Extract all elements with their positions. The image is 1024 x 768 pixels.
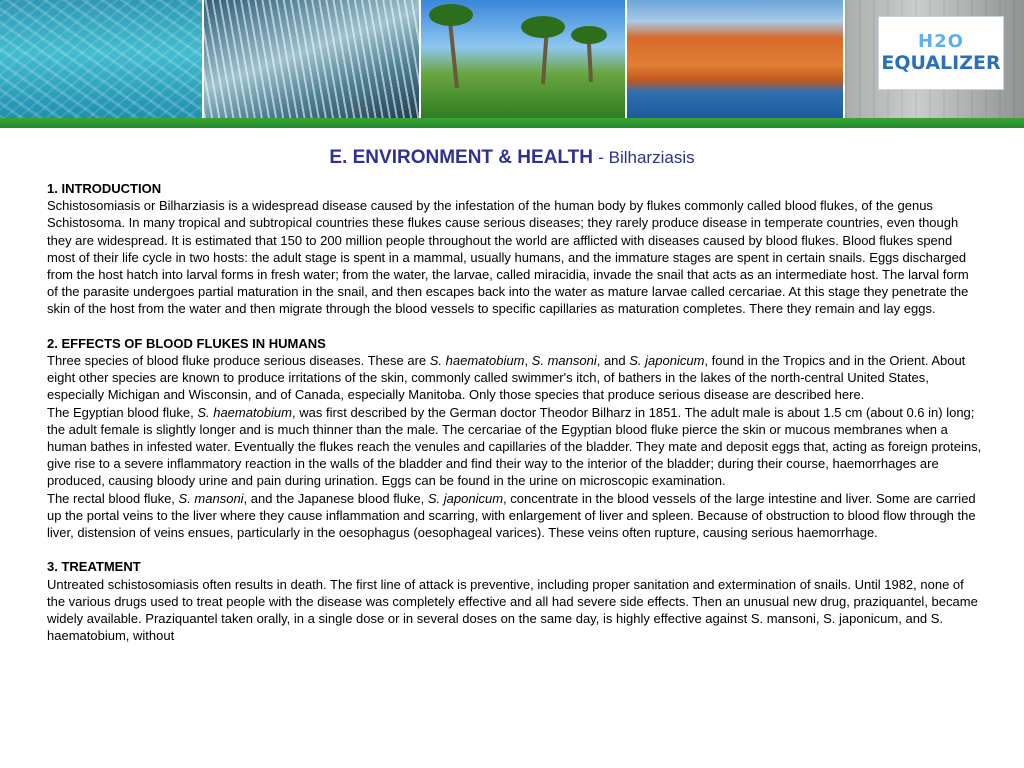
text-run: , was first described by the German doctor Theodor Bilharz in 1851. The adult male is about 1.5 cm (about 0.6 in) long; the adult female is slightly longer and is much thinner than the male. The cercariae of the Egyptian blood fluke pierce the skin or mucous membranes when a human bathes in infested water. Eventually the flukes reach the venules and capillaries of the bladder. They mate and deposit eggs that, acting as foreign proteins, give rise to a severe inflammatory reaction in the walls of the bladder and find their way to the interior of the bladder; during their course, haemorrhages are produced, causing bloody urine and pain during urination. Eggs can be found in the urine on microscopic examination. (47, 404, 982, 489)
stone-wall-image (845, 0, 1024, 118)
section-heading-effects: 2. EFFECTS OF BLOOD FLUKES IN HUMANS (47, 335, 326, 351)
marsh-lake-image (627, 0, 845, 118)
palm-trees-image (421, 0, 627, 118)
species-name: S. mansoni (178, 490, 244, 506)
species-name: S. haematobium (429, 353, 525, 369)
section-heading-introduction: 1. INTRODUCTION (47, 181, 162, 196)
logo-bottom-text: EQUALIZER (881, 52, 1001, 74)
logo-top-text: H2O (918, 31, 964, 52)
text-run: Three species of blood fluke produce serious diseases. These are (47, 353, 430, 369)
text-run: The rectal blood fluke, (47, 490, 179, 506)
page-title (0, 146, 1024, 170)
text-run: , and the Japanese blood fluke, (243, 490, 428, 506)
effects-paragraph-1 (47, 352, 982, 404)
h2o-equalizer-logo (878, 16, 1004, 90)
text-run: The Egyptian blood fluke, (47, 404, 198, 420)
text-run: , and (596, 353, 630, 369)
page-title-main: E. ENVIRONMENT & HEALTH (329, 147, 593, 168)
species-name: S. japonicum (629, 353, 705, 369)
text-run: , found in the Tropics and in the Orient. About eight other species are known to produce irritations of the skin, commonly called swimmer's itch, of bathers in the lakes of the north-central United States, especially Michigan and Wisconsin, and of Canada, especially Manitoba. Only those species that produce serious disease are described here. (47, 353, 966, 403)
section-spacer (47, 318, 982, 335)
introduction-paragraph: Schistosomiasis or Bilharziasis is a widespread disease caused by the infestation of the human body by flukes commonly called blood flukes, of the genus Schistosoma. In many tropical and subtropical countries these flukes cause serious diseases; they rarely produce disease in temperate countries, even though they are widespread. It is estimated that 150 to 200 million people throughout the world are afflicted with diseases caused by blood flukes. Blood flukes spend most of their life cycle in two hosts: the adult stage is spent in a mammal, usually humans, and the immature stages are spent in certain snails. Eggs discharged from the host hatch into larval forms in fresh water; from the water, the larvae, called miracidia, invade the snail that acts as an intermediate host. The larval form of the parasite undergoes partial maturation in the snail, and then escapes back into the water as mature larvae called cercariae. At this stage they penetrate the skin of the host from the water and then migrate through the blood vessels to specific capillaries as maturation completes. There they remain and lay eggs. (47, 198, 969, 317)
page-title-sub: - Bilharziasis (598, 148, 695, 167)
pool-water-image (0, 0, 204, 118)
article-body (47, 180, 982, 644)
effects-paragraph-3 (47, 490, 982, 542)
treatment-paragraph: Untreated schistosomiasis often results in death. The first line of attack is preventive, including proper sanitation and extermination of snails. Until 1982, none of the various drugs used to treat people with the disease was completely effective and all had severe side effects. Then an unusual new drug, praziquantel, became widely available. Praziquantel taken orally, in a single dose or in several doses on the same day, is highly effective against S. mansoni, S. japonicum, and S. haematobium, without (47, 576, 978, 644)
section-spacer (47, 541, 982, 558)
waterfall-image (204, 0, 421, 118)
species-name: S. haematobium (197, 404, 292, 420)
species-name: S. japonicum (427, 490, 504, 506)
section-heading-treatment: 3. TREATMENT (47, 559, 141, 575)
header-divider (0, 118, 1024, 128)
text-run: , concentrate in the blood vessels of the large intestine and liver. Some are carried up the portal veins to the liver where they cause inflammation and scarring, with enlargement of liver and spleen. Because of obstruction to blood flow through the liver, distension of veins ensues, particularly in the oesophagus (oesophageal varices). These veins often rupture, causing serious haemorrhage. (47, 490, 976, 541)
effects-paragraph-2 (47, 404, 982, 490)
species-name: S. mansoni (531, 353, 597, 369)
text-run: , (524, 353, 532, 369)
header-banner (0, 0, 1024, 118)
